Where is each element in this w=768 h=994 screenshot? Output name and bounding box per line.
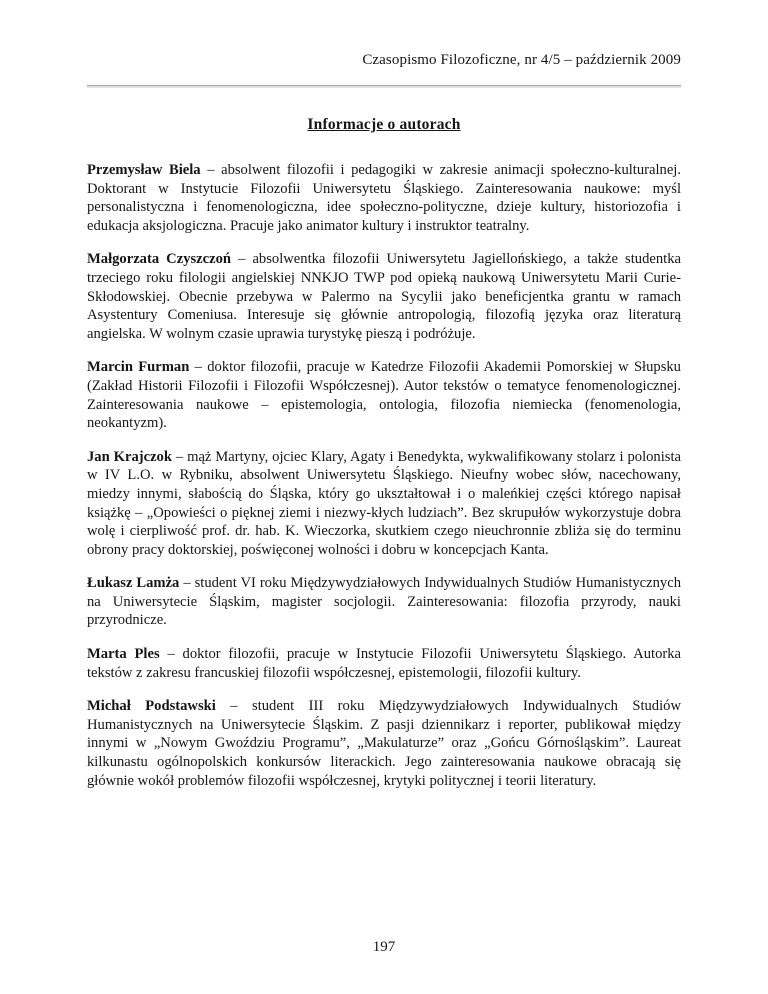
journal-header-text: Czasopismo Filozoficzne, nr 4/5 – październik 2009 [362,52,681,68]
author-bio-text: – mąż Martyny, ojciec Klary, Agaty i Benedykta, wykwalifikowany stolarz i polonista w IV L.O. w Rybniku, absolwent Uniwersytetu Śląskiego. Nieufny wobec słów, nacechowany, miedzy innymi, słabością do Śląska, który go ukształtował i o maleńkiej części którego napisał książkę – „Opowieści o pięknej ziemi i niezwy-kłych ludziach”. Bez skrupułów wykorzystuje dobra wolę i cierpliwość prof. dr. hab. K. Wieczorka, skutkiem czego nieuchronnie zbliża się do terminu obrony pracy doktorskiej, poświęconej wolności i dobru w koncepcjach Kanta. [87,448,681,558]
author-name: Michał Podstawski [87,698,216,715]
header-divider [87,85,681,88]
author-bio-text: – doktor filozofii, pracuje w Katedrze Filozofii Akademii Pomorskiej w Słupsku (Zakład Historii Filozofii i Filozofii Współczesnej). Autor tekstów o tematyce fenomenologicznej. Zainteresowania naukowe – epistemologia, ontologia, filozofia niemiecka (fenomenologia, neokantyzm). [87,359,681,432]
journal-header [87,50,681,70]
page-title: Informacje o autorach [307,116,461,133]
author-name: Przemysław Biela [87,162,201,178]
author-paragraph [87,161,681,235]
author-paragraph [87,574,681,630]
author-paragraph [87,448,681,560]
author-paragraph [87,697,681,790]
author-paragraph [87,250,681,343]
author-paragraph [87,358,681,432]
author-name: Małgorzata Czyszczoń [87,251,232,268]
author-bios-section [87,161,681,790]
author-bio-text: – absolwent filozofii i pedagogiki w zakresie animacji społeczno-kulturalnej. Doktorant w Instytucie Filozofii Uniwersytetu Śląskiego. Zainteresowania naukowe: myśl personalistyczna i fenomenologiczna, idee społeczno-polityczne, dzieje kultury, historiozofia i edukacja aksjologiczna. Pracuje jako animator kultury i instruktor teatralny. [87,162,682,234]
author-name: Jan Krajczok [87,448,172,465]
author-name: Łukasz Lamża [87,575,180,592]
author-bio-text: – student III roku Międzywydziałowych Indywidualnych Studiów Humanistycznych na Uniwersytecie Śląskim. Z pasji dziennikarz i reporter, publikował między innymi w „Nowym Gwoździu Programu”, „Makulaturze” oraz „Gońcu Górnośląskim”. Laureat kilkunastu ogólnopolskich konkursów literackich. Jego zainteresowania naukowe obracają się głównie wokół problemów filozofii współczesnej, krytyki politycznej i teorii literatury. [87,698,681,789]
author-paragraph [87,645,681,682]
page-number: 197 [372,939,396,955]
author-bio-text: – student VI roku Międzywydziałowych Indywidualnych Studiów Humanistycznych na Uniwersytecie Śląskim, magister socjologii. Zainteresowania: filozofia przyrody, nauki przyrodnicze. [87,575,681,629]
author-name: Marta Ples [87,646,160,663]
author-name: Marcin Furman [87,359,190,376]
author-bio-text: – absolwentka filozofii Uniwersytetu Jagiellońskiego, a także studentka trzeciego roku filologii angielskiej NNKJO TWP pod opieką naukową Uniwersytetu Marii Curie-Skłodowskiej. Obecnie przebywa w Palermo na Sycylii jako beneficjentka grantu w ramach Asystentury Comeniusa. Interesuje się głównie antropologią, filozofią języka oraz literaturą angielska. W wolnym czasie uprawia turystykę pieszą i podróżuje. [87,251,681,342]
author-bio-text: – doktor filozofii, pracuje w Instytucie Filozofii Uniwersytetu Śląskiego. Autorka tekstów z zakresu francuskiej filozofii współczesnej, epistemologii, filozofii kultury. [87,646,681,681]
